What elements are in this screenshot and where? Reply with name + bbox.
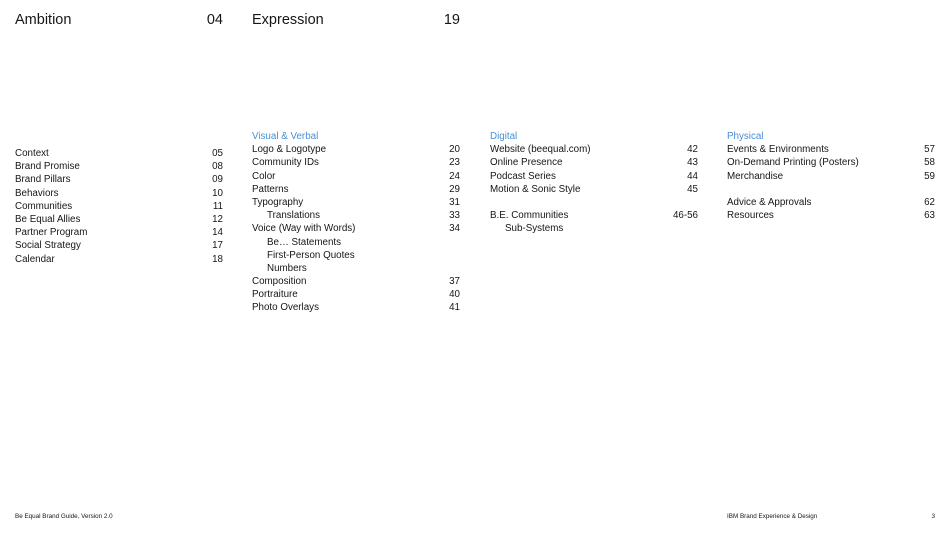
ambition-toc	[15, 147, 223, 266]
toc-subentry[interactable]: Numbers	[267, 262, 307, 274]
visual-verbal-toc	[252, 130, 460, 315]
toc-entry[interactable]: Podcast Series 44	[490, 170, 698, 182]
toc-entry[interactable]: Patterns 29	[252, 183, 460, 195]
toc-entry[interactable]: Photo Overlays 41	[252, 302, 460, 314]
toc-entry[interactable]: Logo & Logotype 20	[252, 144, 460, 156]
section-title: Ambition	[15, 12, 72, 28]
category-heading: Digital	[490, 131, 518, 142]
toc-entry[interactable]: Events & Environments 57	[727, 144, 935, 156]
toc-entry[interactable]: Voice (Way with Words) 34	[252, 223, 460, 235]
toc-entry[interactable]: Composition 37	[252, 276, 460, 288]
toc-entry[interactable]: Be Equal Allies 12	[15, 213, 223, 225]
toc-entry[interactable]: Brand Promise 08	[15, 161, 223, 173]
toc-entry[interactable]: Communities 11	[15, 200, 223, 212]
section-title: Expression	[252, 12, 324, 28]
toc-entry[interactable]: Brand Pillars 09	[15, 174, 223, 186]
toc-subentry[interactable]: Translations 33	[267, 210, 460, 222]
footer-document-title: Be Equal Brand Guide, Version 2.0	[15, 513, 113, 520]
toc-subentry[interactable]: Be… Statements	[267, 236, 342, 248]
section-header-ambition	[15, 11, 223, 29]
toc-entry[interactable]: Motion & Sonic Style 45	[490, 183, 698, 195]
section-page: 04	[206, 12, 223, 28]
toc-entry[interactable]: B.E. Communities 46-56	[490, 210, 698, 222]
toc-entry[interactable]: Behaviors 10	[15, 187, 223, 199]
footer-page-number: 3	[931, 513, 935, 520]
toc-entry[interactable]: Context 05	[15, 148, 223, 159]
toc-entry[interactable]: Resources 63	[727, 210, 935, 222]
toc-subentry[interactable]: Sub-Systems	[505, 223, 564, 235]
toc-entry[interactable]: Social Strategy 17	[15, 240, 223, 252]
spacer	[727, 183, 935, 196]
toc-entry[interactable]: Calendar 18	[15, 253, 223, 265]
toc-entry[interactable]: Community IDs 23	[252, 157, 460, 169]
toc-entry[interactable]: Portraiture 40	[252, 289, 460, 301]
spacer	[490, 196, 698, 209]
toc-entry[interactable]: Online Presence 43	[490, 157, 698, 169]
physical-toc	[727, 130, 935, 222]
digital-toc	[490, 130, 698, 236]
category-heading: Visual & Verbal	[252, 131, 319, 142]
footer-publisher: IBM Brand Experience & Design	[727, 513, 818, 520]
category-heading: Physical	[727, 131, 764, 142]
toc-entry[interactable]: Typography 31	[252, 196, 460, 208]
toc-entry[interactable]: Website (beequal.com) 42	[490, 144, 698, 156]
toc-entry[interactable]: Partner Program 14	[15, 227, 223, 239]
toc-subentry[interactable]: First-Person Quotes	[267, 249, 355, 261]
toc-entry[interactable]: On-Demand Printing (Posters) 58	[727, 157, 935, 169]
toc-entry[interactable]: Merchandise 59	[727, 170, 935, 182]
toc-entry[interactable]: Color 24	[252, 170, 460, 182]
toc-entry[interactable]: Advice & Approvals 62	[727, 196, 935, 208]
section-header-expression	[252, 11, 460, 29]
section-page: 19	[443, 12, 460, 28]
